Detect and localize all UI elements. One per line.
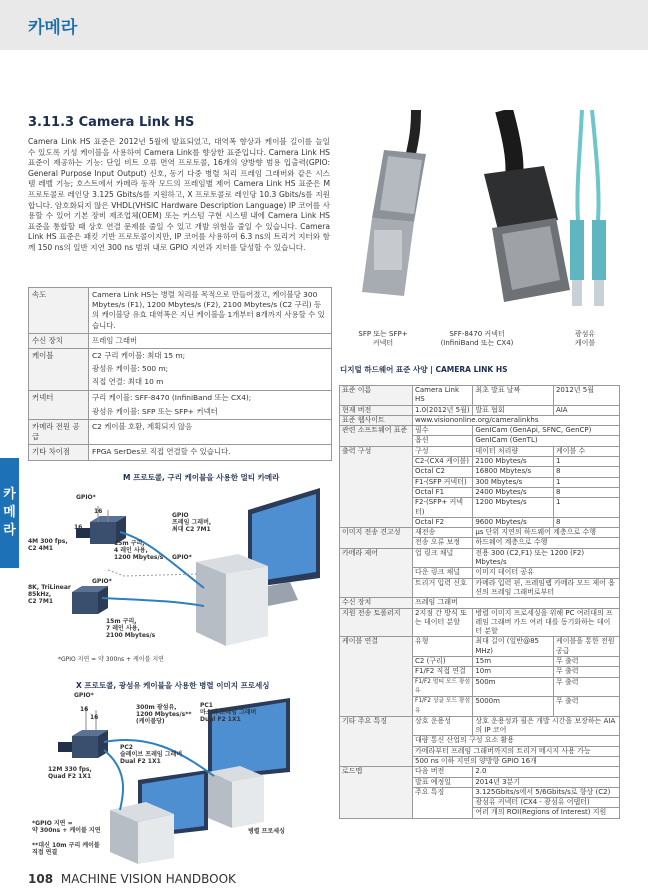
photo-caption: SFF-8470 커넥터 (InfiniBand 또는 CX4) (440, 330, 514, 347)
hw-cell: 1200 Mbytes/s (473, 498, 554, 518)
hw-key: 기타 주요 특징 (340, 716, 413, 766)
gpio-label: GPIO* (74, 692, 94, 699)
photo-caption: 광섬유 케이블 (574, 330, 596, 347)
hw-cell: F1/F2 멀티 모드 광섬유 (413, 677, 473, 697)
hw-cell: 무 출력 (553, 657, 619, 667)
hw-cell: 10m (473, 667, 554, 677)
table-row (340, 415, 620, 425)
table-row (29, 445, 332, 460)
hw-cell: 8 (553, 487, 619, 497)
spec-line: 광섬유 케이블: SFP 또는 SFP+ 커넥터 (92, 406, 218, 416)
hw-cell: 3.125Gbits/s에서 5/6Gbits/s로 향상 (C2) (473, 787, 620, 797)
hw-cell: 8 (553, 517, 619, 527)
table-row (29, 390, 332, 419)
hw-cell: www.visiononline.org/cameralinkhs (413, 415, 620, 425)
hw-cell: 이미지 데이터 공유 (473, 568, 620, 578)
hw-cell: 트리거 입력 신호 (413, 578, 473, 598)
hw-cell: 2012년 5월 (553, 386, 619, 406)
hw-cell: F1/F2 직접 연결 (413, 667, 473, 677)
hw-key: 관련 소프트웨어 표준 (340, 426, 413, 447)
hw-cell: 옵션 (413, 436, 473, 446)
hw-cell: C2-(CX4 케이블) (413, 457, 473, 467)
hw-cell: 카메라 입력 핀, 프레임랩 카메라 모드 제어 옵션의 프레임 그래버로부터 (473, 578, 620, 598)
hw-cell: 대량 통신 산업의 구성 요소 활용 (413, 736, 620, 746)
table-row (340, 426, 620, 436)
hw-cell: 무 출력 (553, 697, 619, 717)
hw-key: 로드맵 (340, 767, 413, 818)
hw-cell: 카메라부터 프레임 그래버까지의 트리거 메시지 사용 가능 (413, 746, 620, 756)
pc-label: PC2 슬레이브 프레임 그래버 Dual F2 1X1 (120, 744, 183, 765)
side-tab-char: 카 (3, 487, 16, 502)
count-label: 16 (80, 706, 89, 713)
diagram-note: *GPIO 지연 = 약 300ns + 케이블 지연 (58, 656, 164, 663)
connector-photo-illustration (344, 110, 624, 335)
hw-cell: 500m (473, 677, 554, 697)
side-tab-char: 메 (3, 505, 16, 520)
camera-label: 12M 330 fps, Quad F2 1X1 (48, 766, 92, 780)
hw-cell: GenICam (GenTL) (473, 436, 620, 446)
table-row (340, 528, 620, 538)
hw-cell: 무 출력 (553, 677, 619, 697)
table-row (340, 386, 620, 406)
spec-line: 구리 케이블: SFF-8470 (InfiniBand 또는 CX4); (92, 392, 252, 402)
hw-cell: 최초 발표 날짜 (473, 386, 554, 406)
hw-cell: 2400 Mbytes/s (473, 487, 554, 497)
cable-label: 300m 광섬유, 1200 Mbytes/s** (케이블당) (136, 704, 192, 725)
hw-cell: F2-(SFP+ 커넥터) (413, 498, 473, 518)
hw-cell: 하드웨어 계층으로 수행 (473, 538, 620, 548)
side-tab-char: 라 (3, 523, 16, 538)
diagram-title: X 프로토콜, 광섬유 케이블을 사용한 병렬 이미지 프로세싱 (76, 681, 270, 690)
hw-cell: 15m (473, 657, 554, 667)
diagram-title: M 프로토콜, 구리 케이블을 사용한 멀티 카메라 (123, 473, 280, 482)
spec-line: 광섬유 케이블: 500 m; (92, 364, 169, 374)
hw-cell: 500 ns 이하 지연의 양방향 GPIO 16개 (413, 756, 620, 766)
diagram-note: *GPIO 지연 = 약 300ns + 케이블 지연 (32, 820, 101, 834)
hw-cell: 다운 링크 채널 (413, 568, 473, 578)
hw-cell: 최대 길이 (일반@85 MHz) (473, 637, 554, 657)
chapter-title: 카메라 (28, 18, 78, 38)
hw-cell: 주요 특징 (413, 787, 473, 818)
hw-cell: 발표 협회 (473, 405, 554, 415)
hw-cell: 프레임 그래버 (413, 598, 620, 608)
camera-label: 4M 300 fps, C2 4M1 (28, 538, 68, 552)
hw-spec-table (339, 385, 620, 819)
gpio-label: GPIO* (172, 554, 192, 561)
grabber-label: GPIO 프레임 그래버, 최대 C2 7M1 (172, 512, 212, 533)
header-bar (0, 0, 648, 50)
hw-cell: 유형 (413, 637, 473, 657)
hw-cell: 병렬 이미지 프로세싱을 위해 PC 여러대의 프레임 그래버 카드 여러 대를 동기화하는 데이터 분할 (473, 608, 620, 637)
hw-cell: 9600 Mbytes/s (473, 517, 554, 527)
hw-cell: 1 (553, 498, 619, 518)
spec-value (89, 390, 332, 419)
hw-cell: 상호 운용성과 필은 개발 시간을 보장하는 AIA의 IP 코어 (473, 716, 620, 736)
hw-key: 이미지 전송 견고성 (340, 528, 413, 549)
hw-cell: 2.0 (473, 767, 620, 777)
gpio-label: GPIO* (92, 578, 112, 585)
hw-cell: AIA (553, 405, 619, 415)
hw-cell: 다음 버전 (413, 767, 473, 777)
spec-line: C2 구리 케이블: 최대 15 m; (92, 351, 186, 361)
hw-key: 케이블 연결 (340, 637, 413, 716)
spec-key: 케이블 (29, 349, 89, 391)
hw-key: 출력 구성 (340, 446, 413, 527)
table-row (340, 637, 620, 657)
footer-text: MACHINE VISION HANDBOOK (60, 872, 236, 886)
spec-value: C2 케이블 호환, 계획되지 않음 (89, 420, 332, 445)
hw-cell: 전용 300 (C2,F1) 또는 1200 (F2) Mbytes/s (473, 548, 620, 568)
table-row (340, 716, 620, 736)
page-number: 108 (28, 872, 54, 886)
spec-key: 카메라 전원 공급 (29, 420, 89, 445)
hw-cell: 5000m (473, 697, 554, 717)
hw-cell: 전송 오류 보정 (413, 538, 473, 548)
camera-label: 8K, TriLinear 85kHz, C2 7M1 (28, 584, 71, 605)
hw-key: 표준 웹사이트 (340, 415, 413, 425)
spec-value (89, 349, 332, 391)
spec-key: 기타 차이점 (29, 445, 89, 460)
diagram-label: 병렬 프로세싱 (248, 828, 285, 835)
count-label: 16 (90, 714, 99, 721)
section-title: 3.11.3 Camera Link HS (28, 115, 195, 130)
hw-key: 표준 이름 (340, 386, 413, 406)
spec-line: 직접 연결: 최대 10 m (92, 377, 164, 387)
photo-caption: SFP 또는 SFP+ 커넥터 (358, 330, 408, 347)
pc-label: PC1 마스터 프레임 그래버 Dual F2 1X1 (200, 702, 257, 723)
chapter-side-tab (0, 458, 19, 568)
hw-cell: μs 단위 지연의 하드웨어 계층으로 수행 (473, 528, 620, 538)
hw-cell: 2지점 간 방식 또는 데이터 분할 (413, 608, 473, 637)
spec-value: 프레임 그래버 (89, 333, 332, 348)
hw-cell: 발표 예정일 (413, 777, 473, 787)
table-row (29, 333, 332, 348)
hw-cell: 1 (553, 477, 619, 487)
hw-table-title: 디지털 하드웨어 표준 사양 | CAMERA LINK HS (340, 365, 508, 374)
gpio-label: GPIO* (76, 494, 96, 501)
spec-key: 속도 (29, 288, 89, 334)
hw-key: 카메라 제어 (340, 548, 413, 597)
hw-cell: Octal F2 (413, 517, 473, 527)
spec-value: Camera Link HS는 병렬 처리를 목적으로 만들어졌고, 케이블당 300 Mbytes/s (F1), 1200 Mbytes/s (F2), 2100 Mbytes/s (C2 구리) 등의 케이블당 유효 대역폭은 지닌 케이블을 1개부터 8개까지 사용할 수 있습니다. (89, 288, 332, 334)
hw-cell: Octal C2 (413, 467, 473, 477)
count-label: 16 (74, 524, 83, 531)
table-row (340, 767, 620, 777)
spec-table (28, 287, 332, 461)
cable-label: 15m 구리, 7 레인 사용, 2100 Mbytes/s (106, 618, 156, 639)
hw-cell: C2 (구리) (413, 657, 473, 667)
hw-cell: 상호 운용성 (413, 716, 473, 736)
table-row (340, 548, 620, 568)
table-row (29, 349, 332, 391)
hw-cell: 케이블을 통한 전원 공급 (553, 637, 619, 657)
hw-cell: 필수 (413, 426, 473, 436)
hw-cell: F1/F2 싱글 모드 광섬유 (413, 697, 473, 717)
hw-cell: 1.0(2012년 5월) (413, 405, 473, 415)
table-row (340, 446, 620, 456)
hw-cell: 무 출력 (553, 667, 619, 677)
hw-key: 현재 버전 (340, 405, 413, 415)
table-row (340, 608, 620, 637)
table-row (29, 288, 332, 334)
page-footer (28, 872, 236, 886)
hw-cell: 재전송 (413, 528, 473, 538)
table-row (340, 598, 620, 608)
hw-cell: 16800 Mbytes/s (473, 467, 554, 477)
hw-cell: 2100 Mbytes/s (473, 457, 554, 467)
count-label: 16 (94, 508, 103, 515)
hw-cell: 300 Mbytes/s (473, 477, 554, 487)
hw-cell: F1-(SFP 커넥터) (413, 477, 473, 487)
spec-key: 커넥터 (29, 390, 89, 419)
diagram-x-protocol (28, 680, 328, 865)
hw-key: 지원 전송 토폴러지 (340, 608, 413, 637)
hw-cell: 광섬유 커넥터 (CX4 - 광섬유 어댑터) (473, 798, 620, 808)
spec-value: FPGA SerDes로 직접 연결할 수 있습니다. (89, 445, 332, 460)
hw-key: 수신 장치 (340, 598, 413, 608)
diagram-note: **대신 10m 구리 케이블 직접 연결 (32, 842, 100, 856)
hw-cell: 1 (553, 457, 619, 467)
hw-cell: Octal F1 (413, 487, 473, 497)
section-paragraph: Camera Link HS 표준은 2012년 5월에 발표되었고, 대역폭 향상과 케이블 길이를 늘일 수 있도록 기성 케이블을 사용하여 Camera Link를 향상한 표준입니다. Camera Link HS 표준이 제공하는 기능: 단일 비트 오류 면역 프로토콜, 16개의 양방향 범용 입출력(GPIO: General Purpose Input Output) 신호, 동기 다중 병렬 처리 프레임 그래버와 같은 시스템 레벨 기능; 호스트에서 카메라 동작 모드의 프레임별 제어 Camera Link HS 표준은 M 프로토콜로 레인당 3.125 Gbits/s를 지원하고, X 프로토콜로 레인당 10.3 Gbits/s를 지원합니다. 암호화되지 않은 VHDL(VHSIC Hardware Description Language) IP 코어를 사용할 수 있어 기본 장비 제조업체(OEM) 또는 커스텀 구현 시스템 내에 Camera Link HS 표준을 통합할 때 상호 연결 문제를 줄일 수 있고 개발 위험을 줄일 수 있습니다. Camera Link HS 표준은 패킷 기반 프로토콜이지만, IP 코어를 사용하여 6.3 ns의 트리거 지터와 함께 150 ns의 일반 지연 300 ns 범위 내로 GPIO 지연과 지터를 달성할 수 있습니다. (28, 137, 330, 252)
spec-key: 수신 장치 (29, 333, 89, 348)
hw-cell: 데이터 처리량 (473, 446, 554, 456)
hw-cell: Camera Link HS (413, 386, 473, 406)
cable-label: 15m 구리, 4 레인 사용, 1200 Mbytes/s (114, 540, 164, 561)
hw-cell: 여러 개의 ROI(Regions of Interest) 지원 (473, 808, 620, 818)
table-row (29, 420, 332, 445)
hw-cell: 구성 (413, 446, 473, 456)
table-row (340, 405, 620, 415)
hw-cell: 2014년 3분기 (473, 777, 620, 787)
hw-cell: 8 (553, 467, 619, 477)
hw-cell: 케이블 수 (553, 446, 619, 456)
hw-cell: GenICam (GenApi, SFNC, GenCP) (473, 426, 620, 436)
diagram-m-protocol (28, 470, 328, 668)
hw-cell: 업 링크 채널 (413, 548, 473, 568)
diagram-m-illustration (28, 470, 328, 668)
